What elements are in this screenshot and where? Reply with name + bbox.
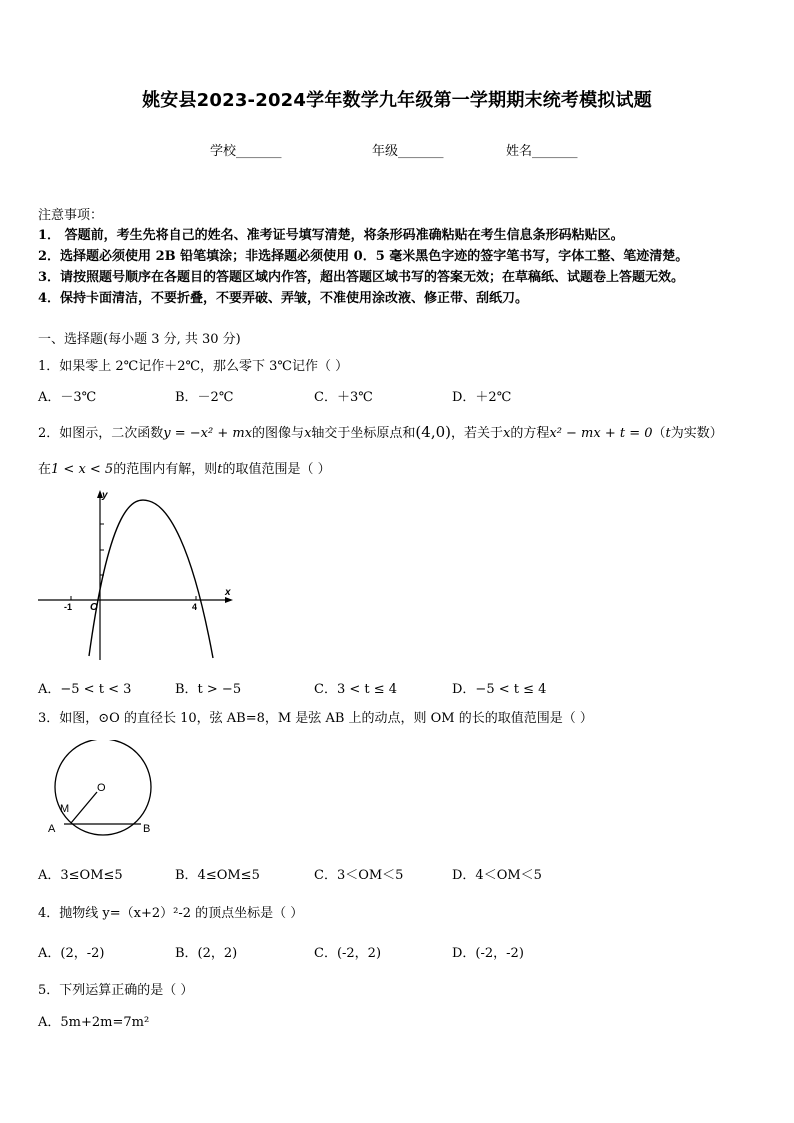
q2-option-d: D．−5 < t ≤ 4 — [452, 682, 547, 697]
notice-item-1: 1． 答题前，考生先将自己的姓名、准考证号填写清楚，将条形码准确粘贴在考生信息条形码粘贴区。 — [38, 228, 624, 243]
q2-stem-c: 轴交于坐标原点和 — [311, 426, 416, 441]
page-title: 姚安县2023-2024学年数学九年级第一学期期末统考模拟试题 — [142, 90, 652, 111]
q2-option-c: C．3 < t ≤ 4 — [314, 682, 398, 697]
q3-option-b: B．4≤OM≤5 — [175, 868, 260, 883]
label-b: B — [143, 823, 151, 835]
grade-field: 年级_______ — [372, 144, 444, 159]
q2-option-b: B．t > −5 — [175, 682, 242, 697]
q5-option-a: A．5m+2m=7m² — [38, 1015, 150, 1030]
q3-option-c: C．3＜OM＜5 — [314, 868, 404, 883]
q2-t-var-2: t — [217, 462, 223, 477]
q2-stem-g: 为实数） — [670, 426, 723, 441]
q2-line2-a: 在 — [38, 462, 52, 477]
q2-equation-1: y = −x² + mx — [163, 426, 253, 441]
q2-line2-c: 的取值范围是（ ） — [222, 462, 331, 477]
q2-line2-b: 的范围内有解，则 — [113, 462, 218, 477]
y-label: y — [102, 490, 108, 501]
q2-x-var-2: x — [503, 426, 511, 441]
origin-label: O — [90, 602, 98, 613]
x-label: x — [225, 587, 231, 598]
q2-stem-line1 — [38, 422, 723, 441]
q3-stem: 3．如图，⊙O 的直径长 10，弦 AB=8，M 是弦 AB 上的动点，则 OM 的长的取值范围是（ ） — [38, 711, 593, 726]
q2-stem-a: 2．如图示，二次函数 — [38, 426, 164, 441]
q4-stem: 4．抛物线 y=（x+2）²-2 的顶点坐标是（ ） — [38, 906, 304, 921]
q4-option-d: D．(-2，-2) — [452, 946, 524, 961]
q2-stem-e: 的方程 — [510, 426, 550, 441]
q4-option-c: C．(-2，2) — [314, 946, 382, 961]
q2-parabola-graph — [30, 484, 240, 664]
name-field: 姓名_______ — [506, 144, 578, 159]
q2-point: (4,0) — [415, 423, 451, 441]
tick-label-4: 4 — [192, 602, 198, 612]
segment-om — [71, 792, 97, 823]
q4-option-b: B．(2，2) — [175, 946, 238, 961]
label-o: O — [97, 782, 106, 794]
school-field: 学校_______ — [210, 144, 282, 159]
notice-heading: 注意事项： — [38, 208, 104, 223]
q4-option-a: A．(2，-2) — [38, 946, 105, 961]
parabola-curve — [89, 500, 213, 658]
q2-stem-line2 — [38, 458, 331, 477]
q2-equation-2: x² − mx + t = 0 — [549, 426, 653, 441]
q2-stem-f: （ — [652, 426, 666, 441]
notice-item-4: 4．保持卡面清洁，不要折叠，不要弄破、弄皱，不准使用涂改液、修正带、刮纸刀。 — [38, 291, 529, 306]
q1-option-c: C．＋3℃ — [314, 390, 373, 405]
q3-option-a: A．3≤OM≤5 — [38, 868, 123, 883]
q2-option-a: A．−5 < t < 3 — [38, 682, 132, 697]
q2-stem-d: ，若关于 — [450, 426, 503, 441]
notice-item-2: 2．选择题必须使用 2B 铅笔填涂；非选择题必须使用 0．5 毫米黑色字迹的签字笔书写，字体工整、笔迹清楚。 — [38, 249, 689, 264]
label-a: A — [48, 823, 56, 835]
tick-label-neg1: -1 — [64, 602, 73, 612]
q2-range: 1 < x < 5 — [51, 462, 114, 477]
q2-x-var: x — [304, 426, 312, 441]
notice-item-3: 3．请按照题号顺序在各题目的答题区域内作答，超出答题区域书写的答案无效；在草稿纸、试题卷上答题无效。 — [38, 270, 685, 285]
q3-circle-figure — [40, 740, 160, 840]
q1-stem: 1．如果零上 2℃记作＋2℃，那么零下 3℃记作（ ） — [38, 359, 349, 374]
q2-stem-b: 的图像与 — [252, 426, 305, 441]
label-m: M — [60, 803, 70, 815]
q1-option-a: A．－3℃ — [38, 390, 97, 405]
q3-option-d: D．4＜OM＜5 — [452, 868, 542, 883]
q1-option-d: D．＋2℃ — [452, 390, 512, 405]
q1-option-b: B．－2℃ — [175, 390, 234, 405]
q2-t-var: t — [665, 426, 671, 441]
section-heading: 一、选择题(每小题 3 分, 共 30 分) — [38, 332, 241, 347]
q5-stem: 5．下列运算正确的是（ ） — [38, 983, 194, 998]
